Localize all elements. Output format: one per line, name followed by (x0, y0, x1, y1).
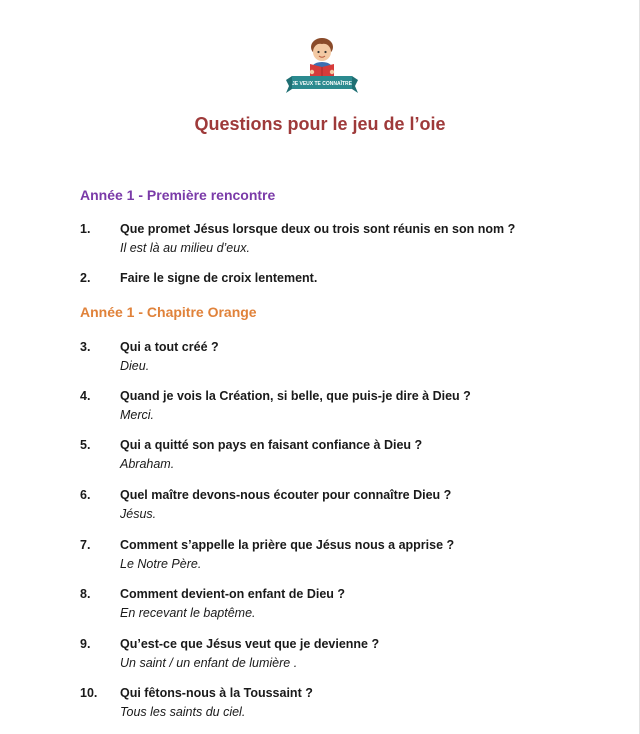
question-answer: Abraham. (120, 457, 175, 471)
question-number: 2. (80, 271, 91, 285)
question-number: 8. (80, 587, 91, 601)
question-answer: En recevant le baptême. (120, 606, 256, 620)
question-answer: Dieu. (120, 359, 150, 373)
question-number: 4. (80, 389, 91, 403)
question-text: Quel maître devons-nous écouter pour connaître Dieu ? (120, 488, 452, 502)
section-heading-chapitre-orange: Année 1 - Chapitre Orange (80, 304, 257, 320)
question-text: Qui fêtons-nous à la Toussaint ? (120, 686, 313, 700)
question-number: 1. (80, 222, 91, 236)
question-text: Faire le signe de croix lentement. (120, 271, 318, 285)
question-number: 6. (80, 488, 91, 502)
question-text: Qu’est-ce que Jésus veut que je devienne ? (120, 637, 380, 651)
question-text: Qui a quitté son pays en faisant confiance à Dieu ? (120, 438, 423, 452)
question-text: Qui a tout créé ? (120, 340, 219, 354)
question-answer: Le Notre Père. (120, 557, 202, 571)
question-text: Comment devient-on enfant de Dieu ? (120, 587, 346, 601)
question-answer: Il est là au milieu d’eux. (120, 241, 250, 255)
child-reading-book-icon (282, 34, 362, 96)
question-answer: Merci. (120, 408, 155, 422)
question-text: Comment s’appelle la prière que Jésus nous a apprise ? (120, 538, 455, 552)
question-answer: Tous les saints du ciel. (120, 705, 246, 719)
question-text: Quand je vois la Création, si belle, que puis-je dire à Dieu ? (120, 389, 471, 403)
question-text: Que promet Jésus lorsque deux ou trois sont réunis en son nom ? (120, 222, 516, 236)
page-title: Questions pour le jeu de l’oie (194, 114, 446, 134)
question-number: 3. (80, 340, 91, 354)
question-number: 5. (80, 438, 91, 452)
question-number: 9. (80, 637, 91, 651)
section-heading-premiere-rencontre: Année 1 - Première rencontre (80, 187, 276, 203)
question-number: 7. (80, 538, 91, 552)
question-answer: Jésus. (120, 507, 157, 521)
logo-banner-text: JE VEUX TE CONNAÎTRE (291, 81, 353, 87)
question-answer: Un saint / un enfant de lumière . (120, 656, 298, 670)
question-number: 10. (80, 686, 98, 700)
